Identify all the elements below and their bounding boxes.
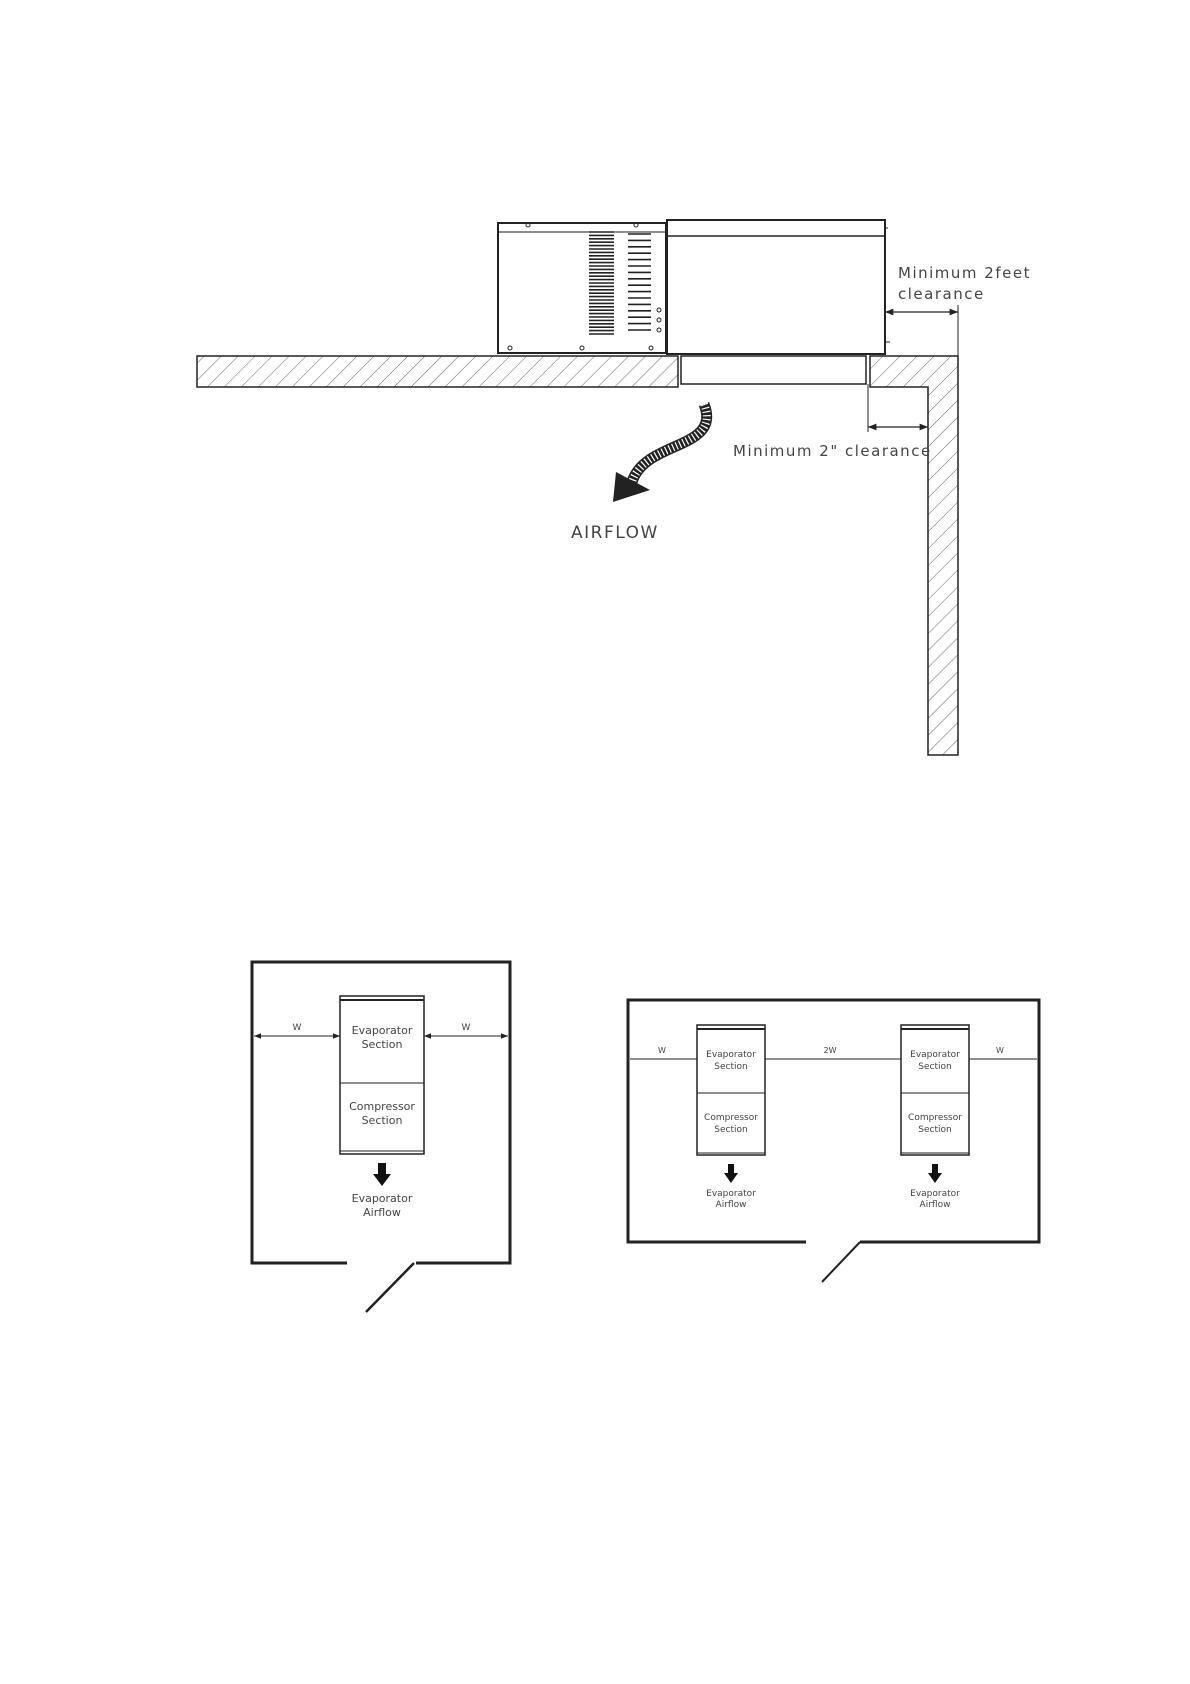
airflow-line1: Evaporator: [910, 1189, 960, 1199]
evaporator-section-line2: Section: [918, 1062, 952, 1072]
evaporator-section-line2: Section: [361, 1038, 403, 1051]
unit-body: [340, 996, 424, 1154]
airflow-line2: Airflow: [919, 1200, 951, 1210]
unit-b: [901, 1025, 969, 1210]
gap-left-label: W: [658, 1046, 666, 1055]
evaporator-section-line1: Evaporator: [351, 1024, 413, 1037]
unit-a: [697, 1025, 765, 1210]
airflow-line1: Evaporator: [351, 1192, 413, 1205]
compressor-section-line1: Compressor: [704, 1113, 758, 1123]
ceiling-wall-right: [870, 356, 958, 755]
room-outline: [628, 1000, 1039, 1242]
evaporator-section-line2: Section: [714, 1062, 748, 1072]
ceiling-slab-left: [197, 356, 678, 387]
down-arrow-icon: [928, 1164, 942, 1183]
compressor-section-line2: Section: [714, 1125, 748, 1135]
compressor-section-line1: Compressor: [349, 1100, 415, 1113]
door-swing: [366, 1263, 414, 1312]
airflow-label: AIRFLOW: [571, 523, 659, 543]
side-view: [197, 220, 1031, 755]
gap-left-label: W: [292, 1023, 302, 1033]
evaporator-section-line1: Evaporator: [706, 1050, 756, 1060]
airflow-arrow: [613, 404, 707, 502]
clearance-side-label: Minimum 2" clearance: [733, 442, 932, 460]
clearance-top-line2: clearance: [898, 285, 985, 303]
down-arrow-icon: [724, 1164, 738, 1183]
condensing-unit: [498, 223, 666, 353]
compressor-section-line2: Section: [361, 1114, 403, 1127]
airflow-line2: Airflow: [363, 1206, 401, 1219]
clearance-top-line1: Minimum 2feet: [898, 264, 1031, 282]
double-unit-plan: [628, 1000, 1039, 1282]
down-arrow-icon: [373, 1163, 391, 1186]
airflow-line1: Evaporator: [706, 1189, 756, 1199]
gap-right-label: W: [461, 1023, 471, 1033]
gap-middle-label: 2W: [823, 1046, 837, 1055]
evaporator-outlet: [681, 356, 866, 384]
compressor-section-line2: Section: [918, 1125, 952, 1135]
door-swing: [822, 1242, 860, 1282]
single-unit-plan: [252, 962, 510, 1312]
gap-right-label: W: [996, 1046, 1004, 1055]
evaporator-unit: [667, 220, 890, 354]
airflow-line2: Airflow: [715, 1200, 747, 1210]
compressor-section-line1: Compressor: [908, 1113, 962, 1123]
evaporator-section-line1: Evaporator: [910, 1050, 960, 1060]
